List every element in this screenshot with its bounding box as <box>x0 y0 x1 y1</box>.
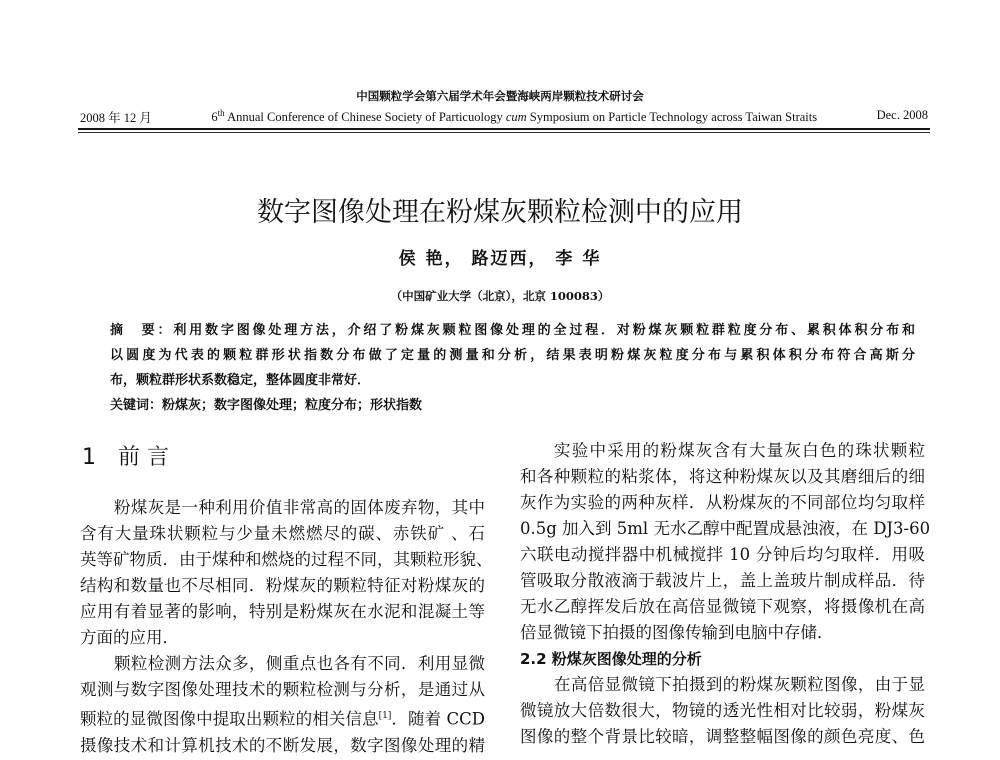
date-cn: 2008 年 12 月 <box>80 111 152 125</box>
text-line: 英等矿物质．由于煤种和燃烧的过程不同，其颗粒形貌、 <box>80 550 493 569</box>
text-line: 管吸取分散液滴于载波片上，盖上盖玻片制成样品．待 <box>520 571 925 590</box>
conference-en-mid: Annual Conference of Chinese Society of Particuology <box>224 110 506 125</box>
text-span: ．随着 CCD <box>391 709 485 729</box>
text-line: 微镜放大倍数很大，物镜的透光性相对比较弱，粉煤灰 <box>520 701 925 720</box>
text-line: 含有大量珠状颗粒与少量未燃燃尽的碳、赤铁矿 、石 <box>80 524 485 543</box>
conference-header-cn: 中国颗粒学会第六届学术年会暨海峡两岸颗粒技术研讨会 <box>356 89 644 103</box>
header-rule <box>78 128 930 130</box>
keywords: 关键词：粉煤灰；数字图像处理；粒度分布；形状指数 <box>110 398 423 413</box>
text-line: 0.5g 加入到 5ml 无水乙醇中配置成悬浊液，在 DJ3-60 <box>520 519 931 538</box>
left-column <box>80 495 493 759</box>
text-line: 图像的整个背景比较暗，调整整幅图像的颜色亮度、色 <box>520 727 925 746</box>
header-rule-thin <box>78 132 930 133</box>
text-line: 倍显微镜下拍摄的图像传输到电脑中存储． <box>520 623 834 642</box>
paper-title: 数字图像处理在粉煤灰颗粒检测中的应用 <box>257 197 743 228</box>
text-line: 灰作为实验的两种灰样．从粉煤灰的不同部位均匀取样 <box>520 493 925 512</box>
conference-en-sup: th <box>217 108 225 118</box>
text-line: 颗粒检测方法众多，侧重点也各有不同．利用显微 <box>114 654 485 673</box>
text-line: 应用有着显著的影响，特别是粉煤灰在水泥和混凝土等 <box>80 602 485 621</box>
date-en: Dec. 2008 <box>876 108 928 122</box>
abstract-line: 摘 要：利用数字图像处理方法，介绍了粉煤灰颗粒图像处理的全过程．对粉煤灰颗粒群粒度分布、累积体积分布和 <box>110 323 915 338</box>
text-line: 和各种颗粒的粘浆体，将这种粉煤灰以及其磨细后的细 <box>520 467 925 486</box>
text-line: 六联电动搅拌器中机械搅拌 10 分钟后均匀取样．用吸 <box>520 545 925 564</box>
text-line <box>80 703 485 733</box>
conference-en-cum: cum <box>505 110 527 125</box>
text-line: 实验中采用的粉煤灰含有大量灰白色的珠状颗粒 <box>554 441 925 460</box>
text-line: 无水乙醇挥发后放在高倍显微镜下观察，将摄像机在高 <box>520 597 925 616</box>
text-line: 方面的应用． <box>80 628 179 647</box>
abstract-line: 布，颗粒群形状系数稳定，整体圆度非常好． <box>110 373 371 388</box>
right-column <box>520 438 931 750</box>
text-line: 结构和数量也不尽相同．粉煤灰的颗粒特征对粉煤灰的 <box>80 576 485 595</box>
conference-en-number: 6 <box>211 110 218 125</box>
authors: 侯 艳， 路迈西， 李 华 <box>398 249 602 269</box>
section-heading: 1 前 言 <box>82 445 169 470</box>
text-line: 摄像技术和计算机技术的不断发展，数字图像处理的精 <box>80 735 485 755</box>
text-line: 粉煤灰是一种利用价值非常高的固体废弃物，其中 <box>114 498 485 517</box>
running-header <box>80 108 928 126</box>
conference-en-post: Symposium on Particle Technology across Taiwan Straits <box>526 110 818 125</box>
abstract <box>110 318 915 418</box>
citation: [1] <box>378 711 392 721</box>
text-line: 观测与数字图像处理技术的颗粒检测与分析，是通过从 <box>80 680 485 699</box>
affiliation: （中国矿业大学（北京），北京 100083） <box>390 289 610 303</box>
abstract-line: 以圆度为代表的颗粒群形状指数分布做了定量的测量和分析，结果表明粉煤灰粒度分布与累积体积分布符合高斯分 <box>110 348 915 363</box>
conference-en <box>211 108 817 126</box>
text-line: 在高倍显微镜下拍摄到的粉煤灰颗粒图像，由于显 <box>554 675 925 694</box>
subsection-heading: 2.2 粉煤灰图像处理的分析 <box>520 650 702 668</box>
text-span: 颗粒的显微图像中提取出颗粒的相关信息 <box>80 709 379 729</box>
